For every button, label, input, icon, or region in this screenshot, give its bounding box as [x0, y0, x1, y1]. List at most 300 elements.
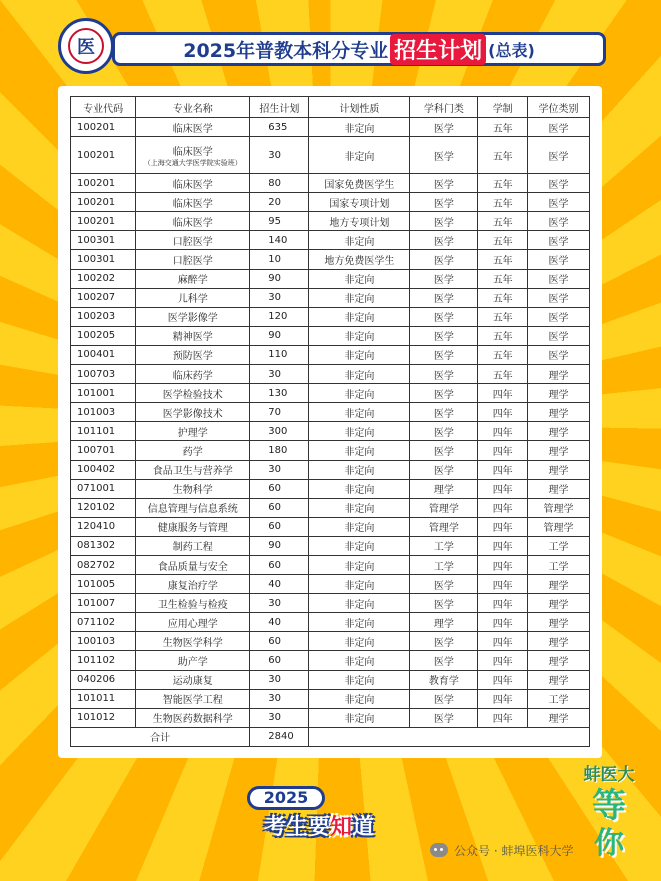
type-cell [309, 670, 410, 689]
years-cell-text: 四年 [492, 408, 513, 420]
category-cell [410, 403, 478, 422]
degree-cell [527, 326, 589, 345]
count-cell [250, 269, 309, 288]
type-cell-text: 非定向 [344, 656, 375, 668]
type-cell [309, 193, 410, 212]
degree-cell [527, 422, 589, 441]
count-cell [250, 613, 309, 632]
table-row [71, 137, 590, 174]
count-cell-text: 60 [268, 654, 282, 666]
code-cell [71, 288, 136, 307]
count-cell-text: 90 [268, 540, 282, 552]
name-note: （上海交通大学医学院实验班） [143, 158, 242, 167]
degree-cell [527, 174, 589, 193]
category-cell-text: 医学 [433, 370, 454, 382]
code-cell [71, 575, 136, 594]
code-cell-text: 081302 [77, 540, 116, 552]
table-row [71, 212, 590, 231]
name-cell [136, 441, 250, 460]
name-cell-text: 儿科学 [177, 294, 208, 306]
category-cell-text: 医学 [433, 217, 454, 229]
degree-cell [527, 345, 589, 364]
name-cell [136, 365, 250, 384]
table-row [71, 536, 590, 555]
category-cell-text: 医学 [433, 599, 454, 611]
years-cell-text: 五年 [492, 256, 513, 268]
code-cell [71, 517, 136, 536]
type-cell [309, 365, 410, 384]
count-cell-text: 80 [268, 177, 282, 189]
category-cell-text: 医学 [433, 466, 454, 478]
degree-cell-text: 医学 [548, 236, 569, 248]
code-cell-text: 100103 [77, 635, 116, 647]
count-cell-text: 635 [268, 121, 288, 133]
years-cell-text: 四年 [492, 446, 513, 458]
years-cell-text: 四年 [492, 714, 513, 726]
count-cell-text: 60 [268, 502, 282, 514]
type-cell-text: 非定向 [344, 275, 375, 287]
years-cell-text: 四年 [492, 656, 513, 668]
type-cell-text: 非定向 [344, 427, 375, 439]
degree-cell-text: 医学 [548, 332, 569, 344]
type-cell [309, 231, 410, 250]
name-cell [136, 384, 250, 403]
name-cell-text: 临床药学 [172, 370, 213, 382]
category-cell [410, 517, 478, 536]
type-cell-text: 非定向 [344, 580, 375, 592]
name-cell-text: 护理学 [177, 427, 208, 439]
degree-cell-text: 医学 [548, 198, 569, 210]
years-cell-text: 五年 [492, 123, 513, 135]
code-cell [71, 269, 136, 288]
count-cell [250, 460, 309, 479]
count-cell [250, 594, 309, 613]
years-cell [478, 384, 528, 403]
years-cell [478, 555, 528, 574]
table-row [71, 708, 590, 727]
count-cell [250, 708, 309, 727]
name-cell-text: 临床医学 [172, 217, 213, 229]
category-cell-text: 医学 [433, 294, 454, 306]
years-cell [478, 307, 528, 326]
name-cell-text: 食品卫生与营养学 [152, 466, 233, 478]
count-cell [250, 137, 309, 174]
years-cell-text: 五年 [492, 332, 513, 344]
category-cell [410, 269, 478, 288]
code-cell [71, 555, 136, 574]
degree-cell [527, 441, 589, 460]
code-cell [71, 193, 136, 212]
count-cell [250, 517, 309, 536]
count-cell [250, 555, 309, 574]
degree-cell-text: 理学 [548, 370, 569, 382]
table-row [71, 250, 590, 269]
code-cell [71, 384, 136, 403]
degree-cell [527, 384, 589, 403]
degree-cell-text: 理学 [548, 676, 569, 688]
degree-cell [527, 212, 589, 231]
name-cell [136, 594, 250, 613]
category-cell-text: 医学 [433, 656, 454, 668]
code-cell-text: 101001 [77, 387, 116, 399]
code-cell-text: 101003 [77, 406, 116, 418]
side-deco-line1: 蚌医大 [583, 765, 635, 785]
code-cell [71, 307, 136, 326]
type-cell-text: 非定向 [344, 236, 375, 248]
years-cell [478, 670, 528, 689]
table-row [71, 326, 590, 345]
category-cell-text: 理学 [433, 618, 454, 630]
name-cell-text: 生物科学 [172, 485, 213, 497]
type-cell-text: 非定向 [344, 542, 375, 554]
type-cell-text: 非定向 [344, 389, 375, 401]
name-cell [136, 670, 250, 689]
category-cell-text: 医学 [433, 151, 454, 163]
count-cell [250, 536, 309, 555]
code-cell-text: 101011 [77, 693, 116, 705]
degree-cell-text: 理学 [548, 656, 569, 668]
category-cell [410, 651, 478, 670]
years-cell-text: 四年 [492, 523, 513, 535]
footer-year-badge: 2025 [247, 786, 325, 810]
category-cell [410, 174, 478, 193]
type-cell-text: 非定向 [344, 151, 375, 163]
degree-cell [527, 613, 589, 632]
years-cell [478, 326, 528, 345]
count-cell [250, 670, 309, 689]
code-cell-text: 101012 [77, 712, 116, 724]
type-cell [309, 632, 410, 651]
type-cell [309, 460, 410, 479]
degree-cell [527, 708, 589, 727]
years-cell [478, 174, 528, 193]
table-row [71, 345, 590, 364]
type-cell [309, 651, 410, 670]
category-cell [410, 365, 478, 384]
code-cell-text: 100201 [77, 196, 116, 208]
category-cell-text: 医学 [433, 580, 454, 592]
code-cell [71, 670, 136, 689]
name-cell [136, 689, 250, 708]
count-cell-text: 140 [268, 234, 288, 246]
name-cell-text: 药学 [182, 446, 203, 458]
category-cell-text: 医学 [433, 313, 454, 325]
name-cell-text: 麻醉学 [177, 275, 208, 287]
type-cell-text: 非定向 [344, 676, 375, 688]
type-cell [309, 498, 410, 517]
years-cell [478, 288, 528, 307]
category-cell [410, 326, 478, 345]
code-cell-text: 071102 [77, 616, 116, 628]
name-cell-text: 助产学 [177, 656, 208, 668]
years-cell-text: 四年 [492, 389, 513, 401]
years-cell-text: 四年 [492, 676, 513, 688]
count-cell [250, 174, 309, 193]
degree-cell-text: 理学 [548, 580, 569, 592]
wechat-watermark [430, 838, 573, 862]
type-cell [309, 269, 410, 288]
code-cell [71, 345, 136, 364]
category-cell [410, 479, 478, 498]
code-cell-text: 120410 [77, 521, 116, 533]
name-cell-text: 卫生检验与检疫 [157, 599, 228, 611]
degree-cell [527, 118, 589, 137]
page-title [112, 32, 606, 66]
years-cell-text: 五年 [492, 275, 513, 287]
code-cell-text: 100201 [77, 149, 116, 161]
count-cell-text: 120 [268, 311, 288, 323]
degree-cell-text: 医学 [548, 179, 569, 191]
category-cell [410, 536, 478, 555]
code-cell-text: 040206 [77, 674, 116, 686]
name-cell [136, 422, 250, 441]
code-cell [71, 212, 136, 231]
count-cell-text: 60 [268, 559, 282, 571]
name-cell-text: 健康服务与管理 [157, 523, 228, 535]
count-cell [250, 250, 309, 269]
degree-cell [527, 250, 589, 269]
name-cell [136, 555, 250, 574]
count-cell-text: 30 [268, 597, 282, 609]
name-cell [136, 174, 250, 193]
count-cell-text: 30 [268, 693, 282, 705]
category-cell-text: 医学 [433, 332, 454, 344]
type-cell [309, 403, 410, 422]
years-cell [478, 118, 528, 137]
degree-cell [527, 517, 589, 536]
name-cell-text: 临床医学 [172, 123, 213, 135]
code-cell [71, 441, 136, 460]
years-cell [478, 632, 528, 651]
count-cell [250, 118, 309, 137]
name-cell-text: 生物医药数据科学 [152, 714, 233, 726]
years-cell [478, 498, 528, 517]
years-cell-text: 四年 [492, 485, 513, 497]
category-cell [410, 689, 478, 708]
years-cell-text: 四年 [492, 580, 513, 592]
type-cell [309, 575, 410, 594]
years-cell-text: 四年 [492, 466, 513, 478]
type-cell [309, 137, 410, 174]
name-cell-text: 信息管理与信息系统 [147, 504, 238, 516]
degree-cell-text: 医学 [548, 313, 569, 325]
degree-cell [527, 632, 589, 651]
category-cell [410, 212, 478, 231]
category-cell [410, 118, 478, 137]
name-cell [136, 137, 250, 174]
degree-cell [527, 193, 589, 212]
code-cell [71, 613, 136, 632]
count-cell [250, 212, 309, 231]
type-cell-text: 非定向 [344, 523, 375, 535]
category-cell [410, 594, 478, 613]
category-cell-text: 医学 [433, 408, 454, 420]
category-cell-text: 医学 [433, 695, 454, 707]
degree-cell [527, 460, 589, 479]
column-header-count: 招生计划 [250, 97, 309, 118]
count-cell [250, 307, 309, 326]
years-cell [478, 269, 528, 288]
table-row [71, 307, 590, 326]
degree-cell-text: 理学 [548, 714, 569, 726]
count-cell [250, 365, 309, 384]
code-cell-text: 100703 [77, 368, 116, 380]
count-cell [250, 689, 309, 708]
type-cell [309, 174, 410, 193]
type-cell [309, 555, 410, 574]
code-cell [71, 422, 136, 441]
category-cell [410, 288, 478, 307]
category-cell-text: 医学 [433, 275, 454, 287]
code-cell [71, 137, 136, 174]
code-cell-text: 100201 [77, 177, 116, 189]
code-cell-text: 100205 [77, 330, 116, 342]
category-cell [410, 708, 478, 727]
count-cell-text: 40 [268, 616, 282, 628]
name-cell [136, 479, 250, 498]
category-cell [410, 460, 478, 479]
count-cell-text: 60 [268, 635, 282, 647]
name-cell [136, 118, 250, 137]
years-cell-text: 四年 [492, 599, 513, 611]
degree-cell-text: 工学 [548, 542, 569, 554]
type-cell-text: 国家专项计划 [329, 198, 390, 210]
count-cell [250, 288, 309, 307]
years-cell-text: 五年 [492, 236, 513, 248]
type-cell-text: 非定向 [344, 351, 375, 363]
code-cell [71, 632, 136, 651]
years-cell-text: 五年 [492, 370, 513, 382]
type-cell [309, 384, 410, 403]
category-cell [410, 137, 478, 174]
degree-cell [527, 403, 589, 422]
years-cell-text: 四年 [492, 542, 513, 554]
degree-cell [527, 651, 589, 670]
table-row [71, 422, 590, 441]
name-cell [136, 193, 250, 212]
column-header-name: 专业名称 [136, 97, 250, 118]
table-row [71, 403, 590, 422]
type-cell-text: 国家免费医学生 [324, 179, 395, 191]
title-highlight: 招生计划 [390, 34, 486, 65]
code-cell [71, 403, 136, 422]
category-cell-text: 教育学 [428, 676, 459, 688]
years-cell [478, 613, 528, 632]
name-cell [136, 651, 250, 670]
type-cell-text: 非定向 [344, 618, 375, 630]
years-cell [478, 250, 528, 269]
years-cell [478, 212, 528, 231]
total-empty-cell [309, 727, 590, 746]
type-cell [309, 441, 410, 460]
name-cell [136, 288, 250, 307]
count-cell [250, 479, 309, 498]
code-cell-text: 100401 [77, 349, 116, 361]
degree-cell-text: 工学 [548, 695, 569, 707]
title-suffix: (总表) [488, 40, 535, 60]
type-cell-text: 非定向 [344, 637, 375, 649]
type-cell [309, 594, 410, 613]
code-cell-text: 071001 [77, 483, 116, 495]
enrollment-plan-table [70, 96, 590, 747]
count-cell [250, 498, 309, 517]
years-cell [478, 689, 528, 708]
table-row [71, 517, 590, 536]
degree-cell-text: 理学 [548, 389, 569, 401]
table-row [71, 575, 590, 594]
count-cell-text: 90 [268, 330, 282, 342]
count-cell [250, 345, 309, 364]
table-row [71, 479, 590, 498]
side-decoration [573, 764, 645, 874]
type-cell-text: 非定向 [344, 370, 375, 382]
name-cell [136, 708, 250, 727]
degree-cell-text: 医学 [548, 275, 569, 287]
total-row [71, 727, 590, 746]
name-cell [136, 212, 250, 231]
code-cell-text: 100207 [77, 292, 116, 304]
title-prefix: 2025年普教本科分专业 [183, 39, 389, 62]
count-cell-text: 20 [268, 196, 282, 208]
code-cell [71, 250, 136, 269]
category-cell-text: 理学 [433, 485, 454, 497]
degree-cell-text: 理学 [548, 446, 569, 458]
name-cell-text: 预防医学 [172, 351, 213, 363]
slogan-highlight: 知 [329, 815, 352, 840]
table-row [71, 689, 590, 708]
name-cell [136, 345, 250, 364]
name-cell-text: 制药工程 [172, 542, 213, 554]
name-cell-text: 康复治疗学 [167, 580, 218, 592]
type-cell [309, 479, 410, 498]
table-row [71, 384, 590, 403]
type-cell-text: 非定向 [344, 599, 375, 611]
side-deco-line3: 你 [594, 826, 624, 861]
code-cell [71, 174, 136, 193]
count-cell [250, 326, 309, 345]
name-cell [136, 517, 250, 536]
name-cell [136, 613, 250, 632]
table-row [71, 269, 590, 288]
years-cell [478, 231, 528, 250]
code-cell-text: 100402 [77, 464, 116, 476]
code-cell-text: 101005 [77, 578, 116, 590]
count-cell [250, 575, 309, 594]
years-cell-text: 四年 [492, 637, 513, 649]
count-cell [250, 193, 309, 212]
degree-cell [527, 307, 589, 326]
degree-cell [527, 670, 589, 689]
degree-cell-text: 理学 [548, 408, 569, 420]
years-cell-text: 四年 [492, 504, 513, 516]
category-cell-text: 工学 [433, 542, 454, 554]
code-cell [71, 689, 136, 708]
count-cell-text: 30 [268, 712, 282, 724]
category-cell-text: 医学 [433, 637, 454, 649]
name-cell-text: 口腔医学 [172, 236, 213, 248]
degree-cell [527, 479, 589, 498]
name-cell-text: 食品质量与安全 [157, 561, 228, 573]
table-row [71, 498, 590, 517]
table-row [71, 231, 590, 250]
years-cell [478, 536, 528, 555]
degree-cell-text: 理学 [548, 427, 569, 439]
code-cell [71, 594, 136, 613]
degree-cell-text: 医学 [548, 256, 569, 268]
page-header [58, 18, 606, 76]
degree-cell-text: 理学 [548, 485, 569, 497]
table-row [71, 174, 590, 193]
